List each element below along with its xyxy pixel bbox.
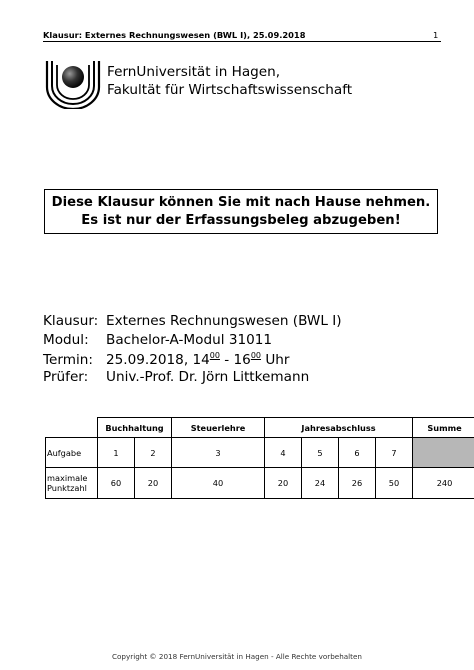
examiner-row: [43, 369, 309, 385]
task-cell: 3: [172, 438, 265, 468]
date-row: [43, 351, 290, 368]
exam-title-value: Externes Rechnungswesen (BWL I): [106, 313, 342, 329]
notice-line-2: Es ist nur der Erfassungsbeleg abzugeben!: [81, 213, 401, 228]
points-cell: 60: [98, 468, 135, 499]
exam-title-label: Klausur:: [43, 313, 99, 329]
task-row-label: Aufgabe: [46, 438, 98, 468]
module-value: Bachelor-A-Modul 31011: [106, 332, 273, 348]
start-minutes: 00: [209, 351, 220, 360]
date-label: Termin:: [43, 352, 93, 368]
task-cell: 2: [135, 438, 172, 468]
task-cell: 4: [265, 438, 302, 468]
notice-line-1: Diese Klausur können Sie mit nach Hause nehmen.: [51, 195, 431, 210]
task-cell: 6: [339, 438, 376, 468]
group-header-jahresabschluss: Jahresabschluss: [265, 418, 413, 438]
exam-title-row: [43, 313, 342, 329]
table-corner-cell: [46, 418, 98, 438]
group-header-summe: Summe: [413, 418, 474, 438]
university-logo-icon: [43, 57, 103, 109]
header-title: Klausur: Externes Rechnungswesen (BWL I), 25.09.2018: [43, 30, 306, 40]
examiner-value: Univ.-Prof. Dr. Jörn Littkemann: [106, 369, 310, 385]
institution-name: [107, 63, 352, 99]
module-row: [43, 332, 272, 348]
points-total-cell: 240: [413, 468, 474, 499]
points-cell: 20: [265, 468, 302, 499]
institution-line-1: FernUniversität in Hagen,: [107, 64, 281, 80]
points-cell: 40: [172, 468, 265, 499]
table-row: [46, 468, 474, 499]
points-label-line-2: Punktzahl: [47, 483, 87, 493]
notice-box: [44, 189, 438, 234]
task-cell: 5: [302, 438, 339, 468]
group-header-steuerlehre: Steuerlehre: [172, 418, 265, 438]
group-header-buchhaltung: Buchhaltung: [98, 418, 172, 438]
institution-line-2: Fakultät für Wirtschaftswissenschaft: [107, 82, 353, 98]
points-cell: 24: [302, 468, 339, 499]
summe-shaded-cell: [413, 438, 474, 468]
date-value: 25.09.2018, 14: [106, 352, 210, 368]
task-cell: 1: [98, 438, 135, 468]
points-label-line-1: maximale: [47, 473, 88, 483]
points-cell: 26: [339, 468, 376, 499]
points-cell: 20: [135, 468, 172, 499]
time-separator: - 16: [219, 352, 251, 368]
header-divider: [43, 41, 441, 42]
table-header-row: [46, 418, 474, 438]
time-unit: Uhr: [261, 352, 290, 368]
table-row: [46, 438, 474, 468]
points-cell: 50: [376, 468, 413, 499]
end-minutes: 00: [250, 351, 262, 360]
module-label: Modul:: [43, 332, 89, 348]
footer-copyright: Copyright © 2018 FernUniversität in Hagen - Alle Rechte vorbehalten: [112, 652, 362, 661]
points-row-label: [46, 468, 98, 499]
page-number: 1: [433, 30, 439, 40]
score-table: [45, 417, 474, 499]
examiner-label: Prüfer:: [43, 369, 89, 385]
task-cell: 7: [376, 438, 413, 468]
